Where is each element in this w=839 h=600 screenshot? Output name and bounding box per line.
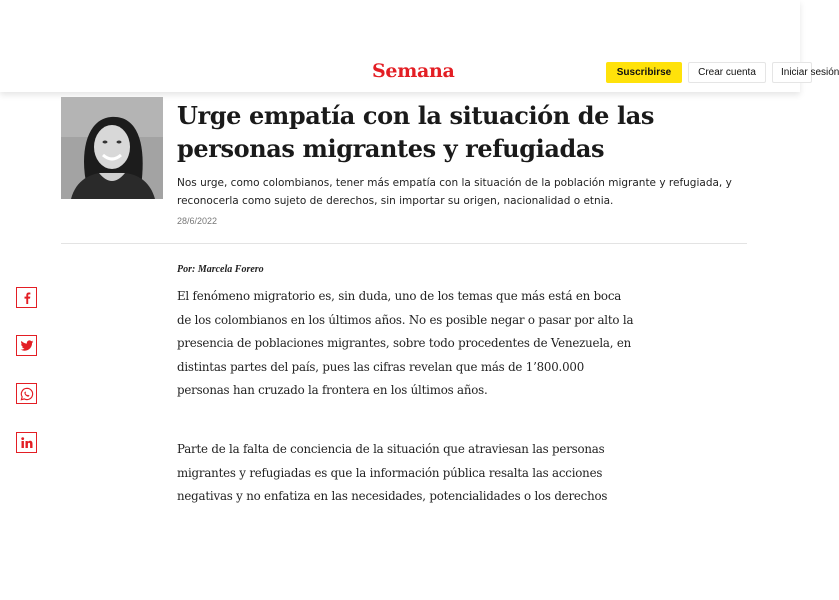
twitter-icon[interactable] bbox=[16, 335, 37, 356]
login-button[interactable]: Iniciar sesión bbox=[772, 62, 812, 83]
divider bbox=[61, 243, 747, 244]
site-header bbox=[0, 0, 839, 92]
article-paragraph: Parte de la falta de conciencia de la situación que atraviesan las personas migrantes y refugiadas es que la información pública resalta las acciones negativas y no enfatiza en las necesidades, potencialidades o los derechos bbox=[177, 442, 608, 503]
whatsapp-icon[interactable] bbox=[16, 383, 37, 404]
article-title: Urge empatía con la situación de las personas migrantes y refugiadas bbox=[177, 101, 654, 163]
facebook-icon[interactable] bbox=[16, 287, 37, 308]
create-account-button[interactable]: Crear cuenta bbox=[688, 62, 766, 83]
author-byline: Por: Marcela Forero bbox=[177, 264, 264, 275]
article-paragraph: El fenómeno migratorio es, sin duda, uno de los temas que más está en boca de los colombianos en los últimos años. No es posible negar o pasar por alto la presencia de poblaciones migrantes, sobre todo procedentes de Venezuela, en distintas partes del país, pues las cifras revelan que más de 1’800.000 personas han cruzado la frontera en los últimos años. bbox=[177, 289, 634, 397]
linkedin-icon[interactable] bbox=[16, 432, 37, 453]
author-photo bbox=[61, 97, 163, 199]
subscribe-button[interactable]: Suscribirse bbox=[606, 62, 682, 83]
article-subtitle: Nos urge, como colombianos, tener más empatía con la situación de la población migrante y refugiada, y reconocerla como sujeto de derechos, sin importar su origen, nacionalidad o etnia. bbox=[177, 177, 732, 207]
article-date: 28/6/2022 bbox=[177, 216, 218, 226]
site-logo[interactable]: Semana bbox=[372, 60, 455, 82]
